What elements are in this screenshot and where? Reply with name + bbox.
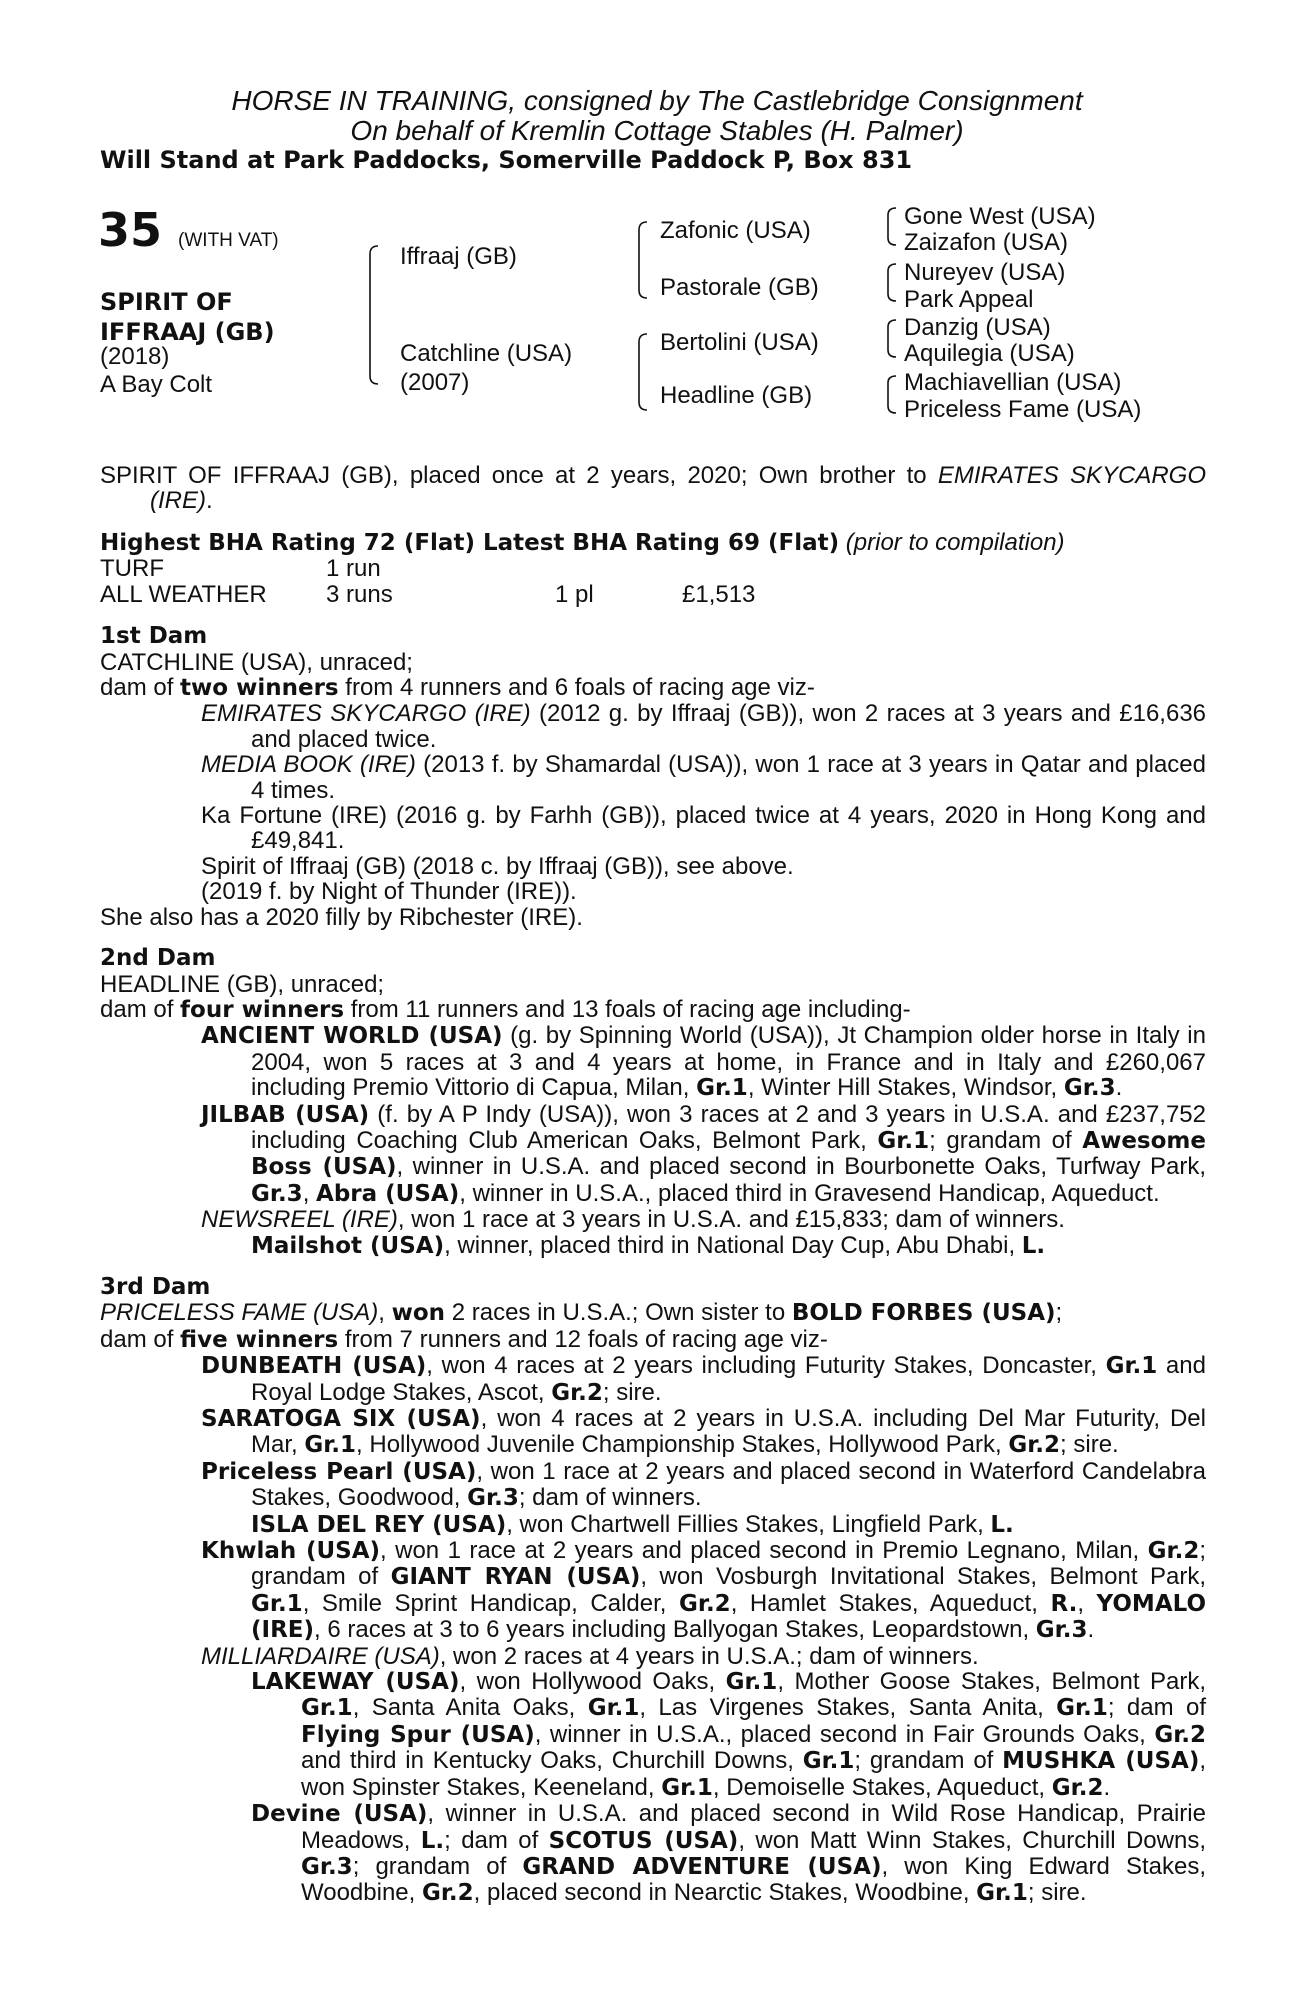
- pedigree-dam-dam: Headline (GB): [660, 382, 813, 409]
- bracket-dam-line: [639, 334, 647, 410]
- produce-item: [100, 1644, 1206, 1669]
- pedigree-dam-year: (2007): [400, 369, 470, 396]
- text-run: , Las Virgenes Stakes, Santa Anita,: [639, 1694, 1057, 1722]
- text-run: dam of: [100, 1325, 181, 1353]
- third-dam-produce-intro: [100, 1327, 1206, 1353]
- produce-item: [100, 1406, 1206, 1459]
- ratings-placed: [555, 556, 682, 582]
- text-run: Gr.2: [1147, 1538, 1200, 1565]
- vat-label: (WITH VAT): [178, 230, 279, 251]
- text-run: , winner in U.S.A. and placed second in Wild Rose Handicap, Prairie Meadows,: [301, 1800, 1206, 1854]
- text-run: Priceless Pearl (USA): [201, 1458, 477, 1485]
- produce-item: [100, 1669, 1206, 1801]
- produce-item: [100, 1538, 1206, 1644]
- bracket-sire-dam: [370, 246, 378, 384]
- text-run: Gr.1: [1105, 1353, 1158, 1380]
- produce-item: [100, 752, 1206, 803]
- text-run: dam of: [100, 674, 181, 702]
- text-run: Gr.2: [1051, 1774, 1104, 1801]
- text-run: Mailshot (USA): [251, 1232, 445, 1259]
- text-run: .: [1115, 1074, 1123, 1102]
- text-run: Gr.1: [877, 1127, 930, 1154]
- text-run: GIANT RYAN (USA): [390, 1564, 641, 1591]
- text-run: won: [391, 1300, 446, 1327]
- summary-text: SPIRIT OF IFFRAAJ (GB), placed once at 2 years, 2020; Own brother to: [100, 462, 938, 489]
- pedigree-ggp-4: Park Appeal: [904, 286, 1034, 313]
- text-run: , Mother Goose Stakes, Belmont Park,: [777, 1668, 1207, 1696]
- text-run: (g. by Spinning World (USA)), Jt Champion older horse in Italy in 2004, won 5 races at 3 and 4 years at home, in France and in Italy and £260,067 including Premio Vittorio di Capua, Milan,: [251, 1022, 1206, 1102]
- pedigree-brackets: [0, 0, 1314, 500]
- text-run: R.: [1050, 1590, 1078, 1617]
- pedigree-ggp-7: Machiavellian (USA): [904, 369, 1122, 396]
- ratings-block: [100, 530, 1206, 608]
- second-dam-name: HEADLINE (GB), unraced;: [100, 970, 385, 998]
- text-run: LAKEWAY (USA): [251, 1669, 460, 1696]
- text-run: Gr.1: [725, 1669, 778, 1696]
- ratings-title-line: [100, 530, 1206, 556]
- text-run: Gr.3: [1035, 1617, 1088, 1644]
- text-run: ; grandam of: [352, 1852, 523, 1880]
- text-run: five winners: [180, 1326, 339, 1353]
- horse-year: (2018): [100, 343, 170, 370]
- text-run: (2012 g. by Iffraaj (GB)), won 2 races at 3 years and £16,636 and placed twice.: [251, 700, 1207, 753]
- text-run: four winners: [180, 996, 345, 1023]
- produce-item: [100, 1801, 1206, 1907]
- text-run: , 6 races at 3 to 6 years including Ballyogan Stakes, Leopardstown,: [314, 1616, 1036, 1644]
- text-run: ; dam of: [1107, 1694, 1206, 1722]
- text-run: Gr.2: [421, 1880, 474, 1907]
- first-dam-note: She also has a 2020 filly by Ribchester (IRE).: [100, 903, 583, 931]
- bracket-headline: [888, 376, 896, 413]
- text-run: PRICELESS FAME (USA): [100, 1299, 379, 1327]
- text-run: Abra (USA): [316, 1180, 460, 1207]
- pedigree-ggp-1: Gone West (USA): [904, 203, 1096, 230]
- produce-item: [100, 1233, 1206, 1259]
- text-run: ; grandam of: [929, 1126, 1083, 1154]
- produce-item: Spirit of Iffraaj (GB) (2018 c. by Iffraaj (GB)), see above.: [201, 852, 794, 880]
- bracket-bertolini: [888, 320, 896, 357]
- pedigree-sire-dam: Pastorale (GB): [660, 274, 819, 301]
- text-run: Gr.1: [251, 1590, 303, 1617]
- text-run: , won Chartwell Fillies Stakes, Lingfield Park,: [506, 1510, 991, 1538]
- text-run: Flying Spur (USA): [301, 1721, 535, 1748]
- text-run: MEDIA BOOK (IRE): [201, 751, 416, 779]
- text-run: ; dam of: [444, 1826, 549, 1854]
- text-run: (2013 f. by Shamardal (USA)), won 1 race at 3 years in Qatar and placed 4 times.: [251, 751, 1206, 804]
- text-run: , Hollywood Juvenile Championship Stakes, Hollywood Park,: [356, 1431, 1009, 1459]
- ratings-earnings: £1,513: [682, 581, 756, 609]
- text-run: , won 1 race at 2 years and placed second in Premio Legnano, Milan,: [380, 1537, 1148, 1565]
- bracket-sire-line: [639, 222, 647, 298]
- text-run: DUNBEATH (USA): [201, 1353, 427, 1380]
- produce-item: [100, 1512, 1206, 1538]
- text-run: two winners: [180, 675, 339, 702]
- text-run: L.: [420, 1827, 445, 1854]
- text-run: and Royal Lodge Stakes, Ascot,: [251, 1352, 1206, 1406]
- text-run: , Winter Hill Stakes, Windsor,: [747, 1074, 1064, 1102]
- text-run: Gr.1: [1056, 1695, 1108, 1722]
- third-dam-title: 3rd Dam: [100, 1273, 211, 1300]
- text-run: ;: [1055, 1299, 1063, 1327]
- first-dam-title: 1st Dam: [100, 623, 208, 650]
- pedigree-dam-sire: Bertolini (USA): [660, 329, 819, 356]
- text-run: Gr.1: [661, 1774, 713, 1801]
- bracket-pastorale: [888, 264, 896, 301]
- text-run: , winner in U.S.A., placed second in Fair Grounds Oaks,: [534, 1720, 1155, 1748]
- text-run: dam of: [100, 995, 181, 1023]
- ratings-row-aw: [100, 582, 755, 608]
- text-run: Gr.1: [304, 1432, 357, 1459]
- ratings-surface: ALL WEATHER: [100, 581, 267, 609]
- text-run: Awesome Boss (USA): [251, 1127, 1206, 1181]
- text-run: , won King Edward Stakes, Woodbine,: [301, 1852, 1206, 1907]
- text-run: ; sire.: [1027, 1879, 1087, 1907]
- stabling-line: Will Stand at Park Paddocks, Somerville Paddock P, Box 831: [100, 146, 913, 174]
- text-run: , won 1 race at 2 years and placed second in Waterford Candelabra Stakes, Goodwood,: [251, 1457, 1206, 1512]
- ratings-runs: 3 runs: [326, 581, 393, 609]
- produce-item: [100, 1102, 1206, 1208]
- text-run: SCOTUS (USA): [548, 1827, 739, 1854]
- text-run: from 11 runners and 13 foals of racing age including-: [344, 995, 911, 1023]
- text-run: YOMALO (IRE): [251, 1590, 1207, 1644]
- text-run: Gr.2: [1154, 1721, 1206, 1748]
- text-run: JILBAB (USA): [201, 1101, 370, 1128]
- text-run: Gr.3: [467, 1485, 519, 1512]
- ratings-title: Highest BHA Rating 72 (Flat) Latest BHA Rating 69 (Flat): [100, 529, 840, 556]
- text-run: , won 4 races at 2 years including Futurity Stakes, Doncaster,: [426, 1352, 1106, 1380]
- text-run: ,: [1077, 1589, 1097, 1617]
- text-run: ; sire.: [602, 1378, 662, 1406]
- ratings-note: (prior to compilation): [845, 528, 1065, 556]
- text-run: , Demoiselle Stakes, Aqueduct,: [712, 1773, 1052, 1801]
- third-dam-name: [100, 1300, 1206, 1326]
- pedigree-ggp-6: Aquilegia (USA): [904, 340, 1075, 367]
- pedigree-dam: Catchline (USA): [400, 340, 573, 367]
- text-run: , won Spinster Stakes, Keeneland,: [301, 1747, 1206, 1801]
- text-run: , won 1 race at 3 years in U.S.A. and £15,833; dam of winners.: [397, 1206, 1065, 1234]
- ratings-table: [100, 556, 755, 608]
- text-run: Devine (USA): [251, 1801, 428, 1828]
- pedigree-sire-sire: Zafonic (USA): [660, 217, 811, 244]
- text-run: 2 races in U.S.A.; Own sister to: [445, 1299, 792, 1327]
- text-run: ; dam of winners.: [518, 1484, 702, 1512]
- text-run: Gr.1: [802, 1748, 855, 1775]
- produce-item: [100, 1023, 1206, 1101]
- ratings-runs: 1 run: [326, 555, 381, 583]
- text-run: NEWSREEL (IRE): [201, 1206, 398, 1234]
- on-behalf-line: On behalf of Kremlin Cottage Stables (H. Palmer): [350, 115, 964, 146]
- text-run: ; grandam of: [251, 1537, 1207, 1591]
- text-run: ISLA DEL REY (USA): [251, 1511, 507, 1538]
- horse-name-line1: SPIRIT OF: [100, 288, 233, 316]
- text-run: ,: [378, 1299, 392, 1327]
- text-run: ; sire.: [1060, 1431, 1119, 1459]
- text-run: L.: [990, 1511, 1014, 1538]
- horse-name-line2: IFFRAAJ (GB): [100, 318, 275, 346]
- ratings-row-turf: [100, 556, 755, 582]
- text-run: Gr.1: [976, 1880, 1028, 1907]
- text-run: Gr.3: [301, 1853, 353, 1880]
- summary-end: .: [206, 487, 213, 515]
- pedigree-ggp-2: Zaizafon (USA): [904, 229, 1069, 256]
- text-run: ; grandam of: [854, 1747, 1003, 1775]
- summary-brother: EMIRATES SKYCARGO (IRE): [150, 462, 1206, 515]
- first-dam-name: CATCHLINE (USA), unraced;: [100, 648, 413, 676]
- text-run: MILLIARDAIRE (USA): [201, 1642, 440, 1670]
- ratings-surface: TURF: [100, 555, 164, 583]
- pedigree-ggp-8: Priceless Fame (USA): [904, 396, 1142, 423]
- pedigree-sire: Iffraaj (GB): [400, 243, 517, 270]
- consignor-line: HORSE IN TRAINING, consigned by The Castlebridge Consignment: [231, 85, 1083, 116]
- text-run: , Hamlet Stakes, Aqueduct,: [730, 1589, 1051, 1617]
- lot-number-value: 35: [98, 203, 163, 257]
- text-run: , won 2 races at 4 years in U.S.A.; dam of winners.: [439, 1642, 979, 1670]
- text-run: , Smile Sprint Handicap, Calder,: [302, 1589, 679, 1617]
- text-run: .: [1103, 1773, 1111, 1801]
- pedigree-ggp-5: Danzig (USA): [904, 314, 1051, 341]
- text-run: Gr.2: [551, 1379, 603, 1406]
- text-run: , won Vosburgh Invitational Stakes, Belmont Park,: [640, 1563, 1206, 1591]
- text-run: ,: [302, 1179, 317, 1207]
- horse-description: A Bay Colt: [100, 371, 213, 398]
- produce-item: [100, 1459, 1206, 1512]
- produce-item: [100, 701, 1206, 752]
- text-run: Gr.1: [301, 1695, 353, 1722]
- text-run: from 7 runners and 12 foals of racing age viz-: [338, 1325, 828, 1353]
- text-run: Gr.3: [251, 1180, 303, 1207]
- text-run: , placed second in Nearctic Stakes, Woodbine,: [473, 1879, 977, 1907]
- text-run: , won Hollywood Oaks,: [459, 1668, 726, 1696]
- text-run: Gr.1: [696, 1075, 748, 1102]
- text-run: , winner, placed third in National Day Cup, Abu Dhabi,: [444, 1231, 1022, 1259]
- produce-item: Ka Fortune (IRE) (2016 g. by Farhh (GB)), placed twice at 4 years, 2020 in Hong Kong and £49,841.: [201, 802, 1206, 855]
- produce-item: [100, 1207, 1206, 1232]
- text-run: , won Matt Winn Stakes, Churchill Downs,: [738, 1826, 1206, 1854]
- text-run: Khwlah (USA): [201, 1538, 381, 1565]
- text-run: , won 4 races at 2 years in U.S.A. including Del Mar Futurity, Del Mar,: [251, 1405, 1206, 1459]
- text-run: , winner in U.S.A., placed third in Gravesend Handicap, Aqueduct.: [459, 1179, 1160, 1207]
- race-summary: [100, 463, 1206, 514]
- text-run: from 4 runners and 6 foals of racing age viz-: [338, 674, 815, 702]
- text-run: , winner in U.S.A. and placed second in Bourbonette Oaks, Turfway Park,: [396, 1153, 1206, 1181]
- text-run: Gr.2: [1008, 1432, 1061, 1459]
- text-run: GRAND ADVENTURE (USA): [522, 1853, 882, 1880]
- text-run: and third in Kentucky Oaks, Churchill Downs,: [301, 1747, 803, 1775]
- text-run: Gr.2: [679, 1590, 731, 1617]
- text-run: , Santa Anita Oaks,: [352, 1694, 588, 1722]
- pedigree-ggp-3: Nureyev (USA): [904, 259, 1066, 286]
- second-dam-title: 2nd Dam: [100, 945, 216, 972]
- catalogue-body: [100, 463, 1206, 1907]
- first-dam-produce-intro: [100, 675, 1206, 701]
- ratings-earnings: [682, 556, 755, 582]
- second-dam-produce-intro: [100, 997, 1206, 1023]
- text-run: MUSHKA (USA): [1002, 1748, 1200, 1775]
- text-run: .: [1087, 1616, 1095, 1644]
- bracket-zafonic: [888, 208, 896, 245]
- text-run: Gr.3: [1063, 1075, 1116, 1102]
- produce-item: (2019 f. by Night of Thunder (IRE)).: [201, 878, 577, 906]
- text-run: BOLD FORBES (USA): [791, 1300, 1056, 1327]
- text-run: Gr.1: [587, 1695, 640, 1722]
- text-run: L.: [1021, 1232, 1046, 1259]
- text-run: (f. by A P Indy (USA)), won 3 races at 2 and 3 years in U.S.A. and £237,752 including Coaching Club American Oaks, Belmont Park,: [251, 1100, 1206, 1154]
- produce-item: [100, 1353, 1206, 1406]
- text-run: ANCIENT WORLD (USA): [201, 1023, 503, 1050]
- ratings-placed: 1 pl: [555, 581, 594, 609]
- text-run: EMIRATES SKYCARGO (IRE): [201, 700, 531, 728]
- text-run: SARATOGA SIX (USA): [201, 1406, 481, 1432]
